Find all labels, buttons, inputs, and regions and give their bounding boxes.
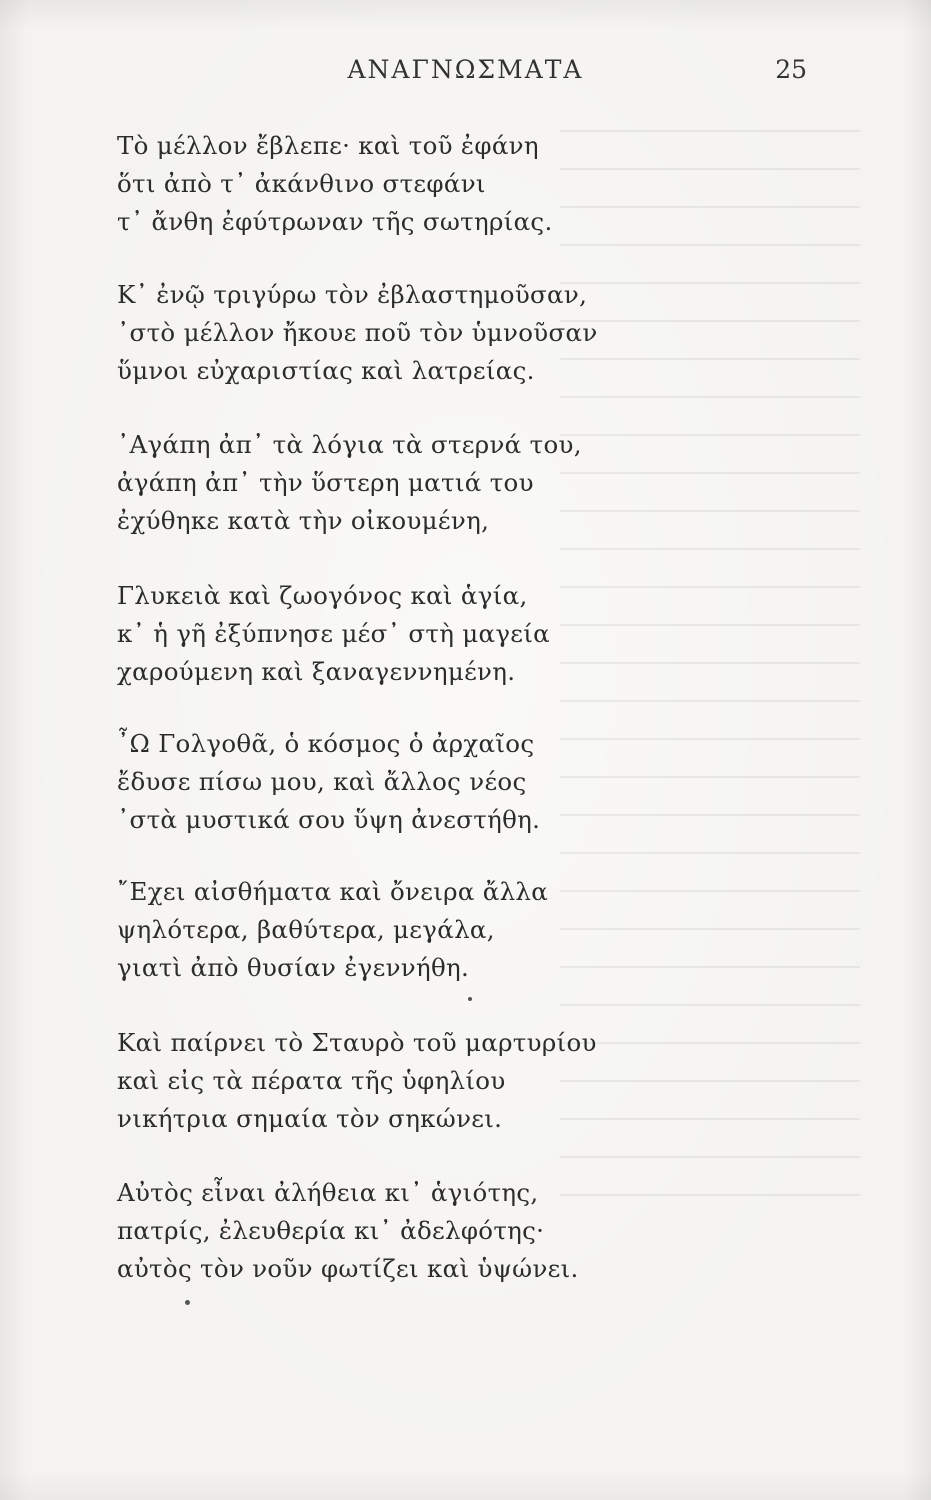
verse-line: χαρούμενη καὶ ξαναγεννημένη.	[117, 657, 516, 686]
stanza	[117, 426, 737, 540]
verse-line: νικήτρια σημαία τὸν σηκώνει.	[117, 1104, 503, 1133]
verse-line: ῏Ω Γολγοθᾶ, ὁ κόσμος ὁ ἀρχαῖος	[117, 729, 535, 758]
ink-speck	[468, 997, 472, 1001]
stanza	[117, 577, 737, 691]
verse-line: Γλυκειὰ καὶ ζωογόνος καὶ ἁγία,	[117, 581, 528, 610]
stanza	[117, 725, 737, 839]
verse-line: Αὐτὸς εἶναι ἀλήθεια κι᾽ ἁγιότης,	[117, 1178, 539, 1207]
verse-line: ψηλότερα, βαθύτερα, μεγάλα,	[117, 915, 495, 944]
verse-line: γιατὶ ἀπὸ θυσίαν ἐγεννήθη.	[117, 953, 470, 982]
verse-line: ὅτι ἀπὸ τ᾽ ἀκάνθινο στεφάνι	[117, 169, 486, 198]
stanza	[117, 873, 737, 987]
page-number: 25	[775, 55, 807, 84]
verse-line: Κ᾽ ἐνῷ τριγύρω τὸν ἐβλαστημοῦσαν,	[117, 280, 588, 309]
verse-line: ᾽Αγάπη ἀπ᾽ τὰ λόγια τὰ στερνά του,	[117, 430, 582, 459]
running-header-title: ΑΝΑΓΝΩΣΜΑΤΑ	[347, 55, 584, 84]
verse-line: ἀγάπη ἀπ᾽ τὴν ὕστερη ματιά του	[117, 468, 534, 497]
verse-line: αὐτὸς τὸν νοῦν φωτίζει καὶ ὑψώνει.	[117, 1254, 579, 1283]
verse-line: πατρίς, ἐλευθερία κι᾽ ἀδελφότης·	[117, 1216, 545, 1245]
verse-line: Τὸ μέλλον ἔβλεπε· καὶ τοῦ ἐφάνη	[117, 131, 539, 160]
verse-line: καὶ εἰς τὰ πέρατα τῆς ὑφηλίου	[117, 1066, 506, 1095]
verse-line: τ᾽ ἄνθη ἐφύτρωναν τῆς σωτηρίας.	[117, 207, 553, 236]
stanza	[117, 1174, 737, 1288]
verse-line: ᾽στὰ μυστικά σου ὕψη ἀνεστήθη.	[117, 805, 541, 834]
verse-line: ἔδυσε πίσω μου, καὶ ἄλλος νέος	[117, 767, 527, 796]
verse-line: κ᾽ ἡ γῆ ἐξύπνησε μέσ᾽ στὴ μαγεία	[117, 619, 551, 648]
stanza	[117, 1024, 737, 1138]
ink-speck	[185, 1300, 190, 1305]
verse-line: ᾽στὸ μέλλον ἤκουε ποῦ τὸν ὑμνοῦσαν	[117, 318, 598, 347]
stanza	[117, 127, 737, 241]
verse-line: Καὶ παίρνει τὸ Σταυρὸ τοῦ μαρτυρίου	[117, 1028, 597, 1057]
verse-line: ὕμνοι εὐχαριστίας καὶ λατρείας.	[117, 356, 535, 385]
stanza	[117, 276, 737, 390]
verse-line: ῎Εχει αἰσθήματα καὶ ὄνειρα ἄλλα	[117, 877, 549, 906]
verse-line: ἐχύθηκε κατὰ τὴν οἰκουμένη,	[117, 506, 490, 535]
